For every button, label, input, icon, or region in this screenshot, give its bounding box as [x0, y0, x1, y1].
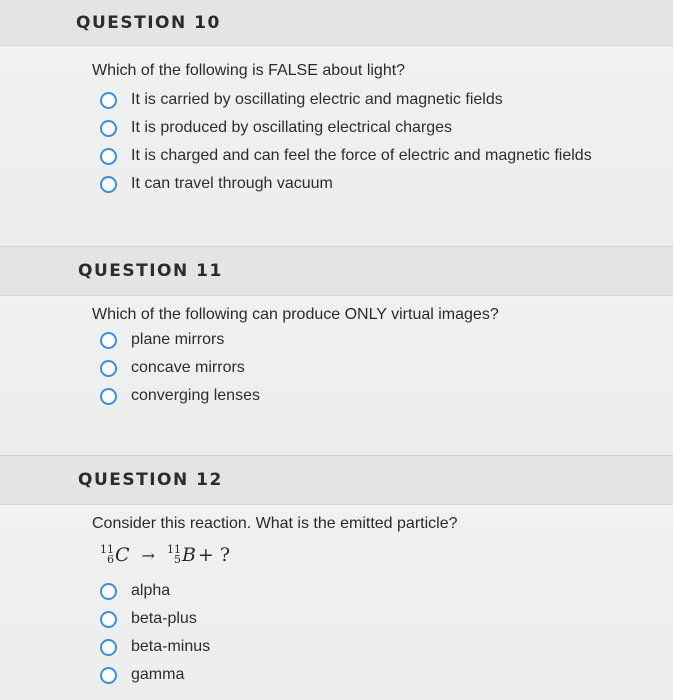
product-symbol: B: [181, 544, 196, 566]
radio-button[interactable]: [100, 639, 117, 656]
option-label: plane mirrors: [131, 331, 225, 348]
option-3[interactable]: [100, 661, 673, 689]
question-header: [0, 246, 673, 296]
arrow-icon: →: [141, 545, 155, 565]
option-label: alpha: [131, 582, 171, 599]
option-label: converging lenses: [131, 387, 260, 404]
product-mass-number: 11: [166, 543, 181, 556]
option-1[interactable]: [100, 114, 673, 142]
radio-button[interactable]: [100, 360, 117, 377]
option-label: It can travel through vacuum: [131, 175, 333, 192]
question-title: QUESTION 12: [78, 470, 223, 490]
question-body: [92, 515, 673, 689]
radio-button[interactable]: [100, 583, 117, 600]
option-1[interactable]: [100, 605, 673, 633]
option-label: It is carried by oscillating electric and magnetic fields: [131, 91, 503, 108]
equation-remainder: + ?: [197, 544, 231, 566]
question-header: [0, 455, 673, 505]
question-12: [0, 455, 673, 700]
question-prompt: Consider this reaction. What is the emitted particle?: [92, 515, 458, 532]
option-label: beta-minus: [131, 638, 211, 655]
product-nuclide: [167, 544, 196, 566]
radio-button[interactable]: [100, 667, 117, 684]
reactant-mass-number: 11: [100, 543, 114, 556]
option-label: concave mirrors: [131, 359, 245, 376]
option-1[interactable]: [100, 354, 673, 382]
option-label: gamma: [131, 666, 185, 683]
option-0[interactable]: [100, 86, 673, 114]
reactant-nuclide: [100, 544, 130, 566]
radio-button[interactable]: [100, 388, 117, 405]
option-0[interactable]: [100, 577, 673, 605]
option-2[interactable]: [100, 142, 673, 170]
radio-button[interactable]: [100, 92, 117, 109]
radio-button[interactable]: [100, 611, 117, 628]
question-title: QUESTION 11: [78, 261, 223, 281]
reaction-equation: [100, 539, 673, 571]
question-prompt: Which of the following can produce ONLY virtual images?: [92, 306, 499, 323]
question-title: QUESTION 10: [76, 13, 221, 33]
reactant-symbol: C: [115, 544, 130, 566]
question-header: [0, 0, 673, 46]
option-2[interactable]: [100, 633, 673, 661]
reactant-atomic-number: 6: [107, 553, 114, 566]
question-prompt: Which of the following is FALSE about light?: [92, 62, 406, 79]
product-atomic-number: 5: [173, 553, 181, 566]
question-body: [92, 62, 673, 198]
radio-button[interactable]: [100, 332, 117, 349]
option-label: It is charged and can feel the force of electric and magnetic fields: [131, 147, 592, 164]
question-10: [0, 0, 673, 248]
radio-button[interactable]: [100, 148, 117, 165]
question-body: [92, 306, 673, 410]
radio-button[interactable]: [100, 176, 117, 193]
option-2[interactable]: [100, 382, 673, 410]
option-label: It is produced by oscillating electrical charges: [131, 119, 453, 136]
question-11: [0, 246, 673, 456]
option-3[interactable]: [100, 170, 673, 198]
option-0[interactable]: [100, 326, 673, 354]
option-label: beta-plus: [131, 610, 197, 627]
radio-button[interactable]: [100, 120, 117, 137]
